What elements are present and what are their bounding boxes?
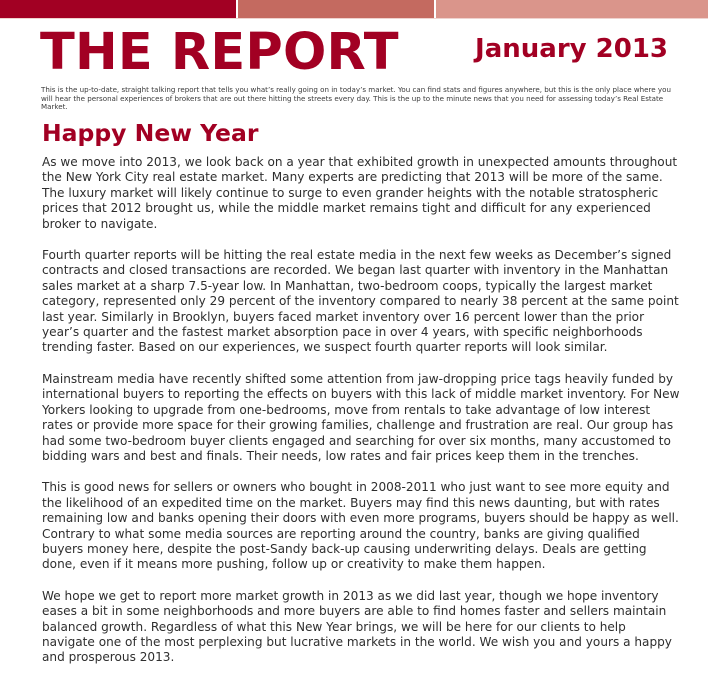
- article-title: Happy New Year: [42, 119, 259, 147]
- article-paragraph: Fourth quarter reports will be hitting the real estate media in the next few weeks as December’s signed contracts and closed transactions are recorded. We began last quarter with inventory in the Manhattan sales market at a sharp 7.5-year low. In Manhattan, two-bedroom coops, typically the largest market category, represented only 29 percent of the inventory compared to nearly 38 percent at the same point last year. Similarly in Brooklyn, buyers faced market inventory over 16 percent lower than the prior year’s quarter and the fastest market absorption pace in over 4 years, with specific neighborhoods trending faster. Based on our experiences, we suspect fourth quarter reports will look similar.: [42, 248, 679, 355]
- newsletter-title: THE REPORT: [40, 23, 399, 82]
- header-color-bars: [0, 0, 708, 18]
- article-body: [42, 155, 682, 682]
- color-bar-dark-red: [0, 0, 236, 18]
- color-bar-light-red: [436, 0, 708, 18]
- article-paragraph: Mainstream media have recently shifted some attention from jaw-dropping price tags heavily funded by international buyers to reporting the effects on buyers with this lack of middle market inventory. For New Yorkers looking to upgrade from one-bedrooms, move from rentals to take advantage of low interest rates or provide more space for their growing families, challenge and frustration are real. Our group has had some two-bedroom buyer clients engaged and searching for over six months, many accustomed to bidding wars and best and finals. Their needs, low rates and fair prices keep them in the trenches.: [42, 371, 680, 463]
- article-paragraph: As we move into 2013, we look back on a year that exhibited growth in unexpected amounts throughout the New York City real estate market. Many experts are predicting that 2013 will be more of the same. The luxury market will likely continue to surge to even grander heights with the notable stratospheric prices that 2012 brought us, while the middle market remains tight and difficult for any experienced broker to navigate.: [42, 155, 678, 231]
- issue-date: January 2013: [475, 34, 668, 64]
- article-paragraph: This is good news for sellers or owners who bought in 2008-2011 who just want to see more equity and the likelihood of an expedited time on the market. Buyers may find this news daunting, but with rates remaining low and banks opening their doors with even more programs, buyers should be happy as well. Contrary to what some media sources are reporting around the country, banks are giving qualified buyers money here, despite the post-Sandy back-up causing underwriting delays. Deals are getting done, even if it means more pushing, follow up or creativity to make them happen.: [42, 480, 679, 572]
- article-paragraph: We hope we get to report more market growth in 2013 as we did last year, though we hope inventory eases a bit in some neighborhoods and more buyers are able to find homes faster and sellers maintain balanced growth. Regardless of what this New Year brings, we will be here for our clients to help navigate one of the most perplexing but lucrative markets in the world. We wish you and yours a happy and prosperous 2013.: [42, 588, 672, 665]
- newsletter-tagline: This is the up-to-date, straight talking report that tells you what’s really going on in today’s market. You can find stats and figures anywhere, but this is the only place where you will hear the personal experiences of brokers that are out there hitting the streets every day. This is the up to the minute news that you need for assessing today’s Real Estate Market.: [41, 85, 671, 112]
- color-bar-medium-red: [238, 0, 434, 18]
- header-divider: [0, 18, 708, 19]
